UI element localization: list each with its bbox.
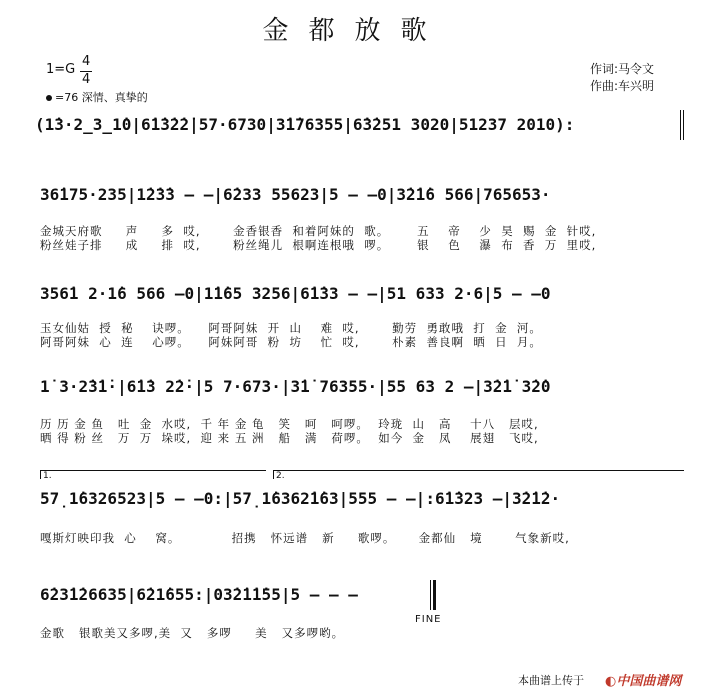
- score-line-3-music: 356̇1 2·1̇6 566 –0|1̇1̇65 3256|6̇1̇33 – –|51 633 2·6|5 – –0: [40, 284, 551, 303]
- time-signature-top: 4: [82, 54, 91, 69]
- repeat-barline-thick: [683, 110, 684, 140]
- volta-bracket-2: [273, 470, 684, 479]
- score-line-2-music: 36̇175·235|1̇2̇3̇3 – –|6̇233 55623|5 – –0|3̇2̇1̇6 566|765653·: [40, 185, 551, 204]
- volta-bracket-1: [40, 470, 266, 479]
- lyricist-credit: 作词:马令文: [590, 62, 655, 76]
- score-line-4-lyric-1: 历 历 金 鱼 吐 金 水哎, 千 年 金 龟 笑 呵 呵啰。 玲珑 山 高 十八 层哎,: [40, 417, 539, 431]
- final-barline-thick: [433, 580, 436, 610]
- quarter-note-icon: [46, 95, 52, 101]
- composer-credit: 作曲:车兴明: [590, 79, 655, 93]
- tempo-value: =76: [55, 91, 79, 104]
- site-logo: [605, 670, 681, 689]
- tempo-expression: 深情、真挚的: [81, 91, 148, 104]
- site-name: 中国曲谱网: [616, 674, 682, 689]
- score-line-5-music: 57̣1̇6326523|5 – –0:|57̣1̇6362̇1̇63|555 – –|:6̇1̇323 –|3̇2̇1̇2·: [40, 489, 561, 508]
- score-line-1-music: (1̇3·2̲3̲1̇0|6̇1̇3̇2̇2̇|57·6730|3̇1̇76355|6̇3̇251 3020|51237 2010):: [35, 115, 575, 134]
- score-line-5-lyric-1: 嘎斯灯映印我 心 窝。 招携 怀远谱 新 歌啰。 金都仙 境 气象新哎,: [40, 531, 570, 545]
- final-barline: [430, 580, 431, 610]
- page-title: 金都放歌: [262, 16, 447, 46]
- score-line-4-lyric-2: 晒 得 粉 丝 万 万 垛哎, 迎 来 五 洲 船 满 荷啰。 如今 金 凤 展翅 飞哎,: [40, 431, 539, 445]
- score-line-4-music: 1̇ 3·2̇3̇1̇·|6̇1̇3 2̇2̇·|5 7·673·|3̇1̇ 76355·|55 63 2 –|3̇2̇1̇ 3̇2̇0: [40, 377, 551, 396]
- upload-note: 本曲谱上传于: [518, 674, 584, 687]
- fine-marking: FINE: [415, 614, 442, 625]
- volta-number-2: 2.: [276, 471, 285, 481]
- tempo-marking: [46, 89, 148, 105]
- score-line-2-lyric-2: 粉丝娃子排 成 排 哎, 粉丝绳儿 根啊连根哦 啰。 银 色 瀑 布 香 万 里哎,: [40, 238, 597, 252]
- key-signature: 1=G: [46, 62, 76, 77]
- score-line-2-lyric-1: 金城天府歌 声 多 哎, 金香银香 和着阿妹的 歌。 五 帝 少 昊 赐 金 针哎,: [40, 224, 597, 238]
- site-logo-icon: ◐: [605, 674, 617, 689]
- repeat-barline: [680, 110, 681, 140]
- volta-number-1: 1.: [43, 471, 52, 481]
- time-signature-bottom: 4: [82, 72, 91, 87]
- score-line-6-lyric-1: 金歌 银歌美又多啰,美 又 多啰 美 又多啰哟。: [40, 626, 345, 640]
- score-line-3-lyric-1: 玉女仙姑 授 秘 诀啰。 阿哥阿妹 开 山 难 哎, 勤劳 勇敢哦 打 金 河。: [40, 321, 542, 335]
- score-line-6-music: 6̇23̇1̇26635|6̇21̇655:|03̇2̇1̇1̇55|5 – – –: [40, 585, 358, 604]
- score-line-3-lyric-2: 阿哥阿妹 心 连 心啰。 阿妹阿哥 粉 坊 忙 哎, 朴素 善良啊 晒 日 月。: [40, 335, 542, 349]
